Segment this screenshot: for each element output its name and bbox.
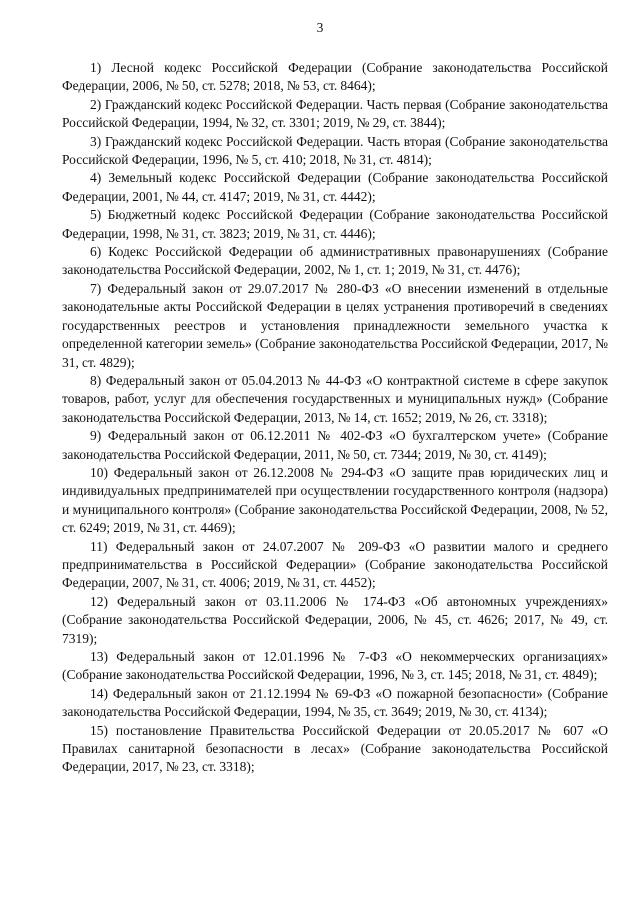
list-item: 15) постановление Правительства Российской Федерации от 20.05.2017 № 607 «О Правилах санитарной безопасности в лесах» (Собрание законодательства Российской Федерации, 2017, № 23, ст. 3318); [62,722,608,775]
list-item: 13) Федеральный закон от 12.01.1996 № 7-ФЗ «О некоммерческих организациях» (Собрание законодательства Российской Федерации, 1996, № 3, ст. 145; 2018, № 31, ст. 4849); [62,649,608,683]
list-item: 3) Гражданский кодекс Российской Федерации. Часть вторая (Собрание законодательства Российской Федерации, 1996, № 5, ст. 410; 2018, № 31, ст. 4814); [62,133,608,168]
page-number: 3 [316,20,324,35]
list-item: 5) Бюджетный кодекс Российской Федерации (Собрание законодательства Российской Федерации, 1998, № 31, ст. 3823; 2019, № 31, ст. 4446); [62,207,608,241]
list-item: 10) Федеральный закон от 26.12.2008 № 294-ФЗ «О защите прав юридических лиц и индивидуальных предпринимателей при осуществлении государственного контроля (надзора) и муниципального контроля» (Собрание законодательства Российской Федерации, 2008, № 52, ст. 6249; 2019, № 31, ст. 4469); [62,464,608,536]
list-item: 4) Земельный кодекс Российской Федерации (Собрание законодательства Российской Федерации, 2001, № 44, ст. 4147; 2019, № 31, ст. 4442); [62,170,608,204]
list-item: 1) Лесной кодекс Российской Федерации (Собрание законодательства Российской Федерации, 2006, № 50, ст. 5278; 2018, № 53, ст. 8464); [62,60,608,94]
list-item: 8) Федеральный закон от 05.04.2013 № 44-ФЗ «О контрактной системе в сфере закупок товаров, работ, услуг для обеспечения государственных и муниципальных нужд» (Собрание законодательства Российской Федерации, 2013, № 14, ст. 1652; 2019, № 26, ст. 3318); [62,372,608,425]
list-item: 7) Федеральный закон от 29.07.2017 № 280-ФЗ «О внесении изменений в отдельные законодательные акты Российской Федерации в целях устранения противоречий в сведениях государственных реестров и установления принадлежности земельного участка к определенной категории земель» (Собрание законодательства Российской Федерации, 2017, № 31, ст. 4829); [62,280,608,370]
legal-acts-list [62,59,608,777]
list-item: 14) Федеральный закон от 21.12.1994 № 69-ФЗ «О пожарной безопасности» (Собрание законодательства Российской Федерации, 1994, № 35, ст. 3649; 2019, № 30, ст. 4134); [62,685,608,720]
list-item: 2) Гражданский кодекс Российской Федерации. Часть первая (Собрание законодательства Российской Федерации, 1994, № 32, ст. 3301; 2019, № 29, ст. 3844); [62,96,608,131]
list-item: 11) Федеральный закон от 24.07.2007 № 209-ФЗ «О развитии малого и среднего предпринимательства в Российской Федерации» (Собрание законодательства Российской Федерации, 2007, № 31, ст. 4006; 2019, № 31, ст. 4452); [62,538,608,591]
list-item: 12) Федеральный закон от 03.11.2006 № 174-ФЗ «Об автономных учреждениях» (Собрание законодательства Российской Федерации, 2006, № 45, ст. 4626; 2017, № 49, ст. 7319); [62,593,608,646]
list-item: 9) Федеральный закон от 06.12.2011 № 402-ФЗ «О бухгалтерском учете» (Собрание законодательства Российской Федерации, 2011, № 50, ст. 7344; 2019, № 30, ст. 4149); [62,428,608,462]
list-item: 6) Кодекс Российской Федерации об административных правонарушениях (Собрание законодательства Российской Федерации, 2002, № 1, ст. 1; 2019, № 31, ст. 4476); [62,244,608,278]
